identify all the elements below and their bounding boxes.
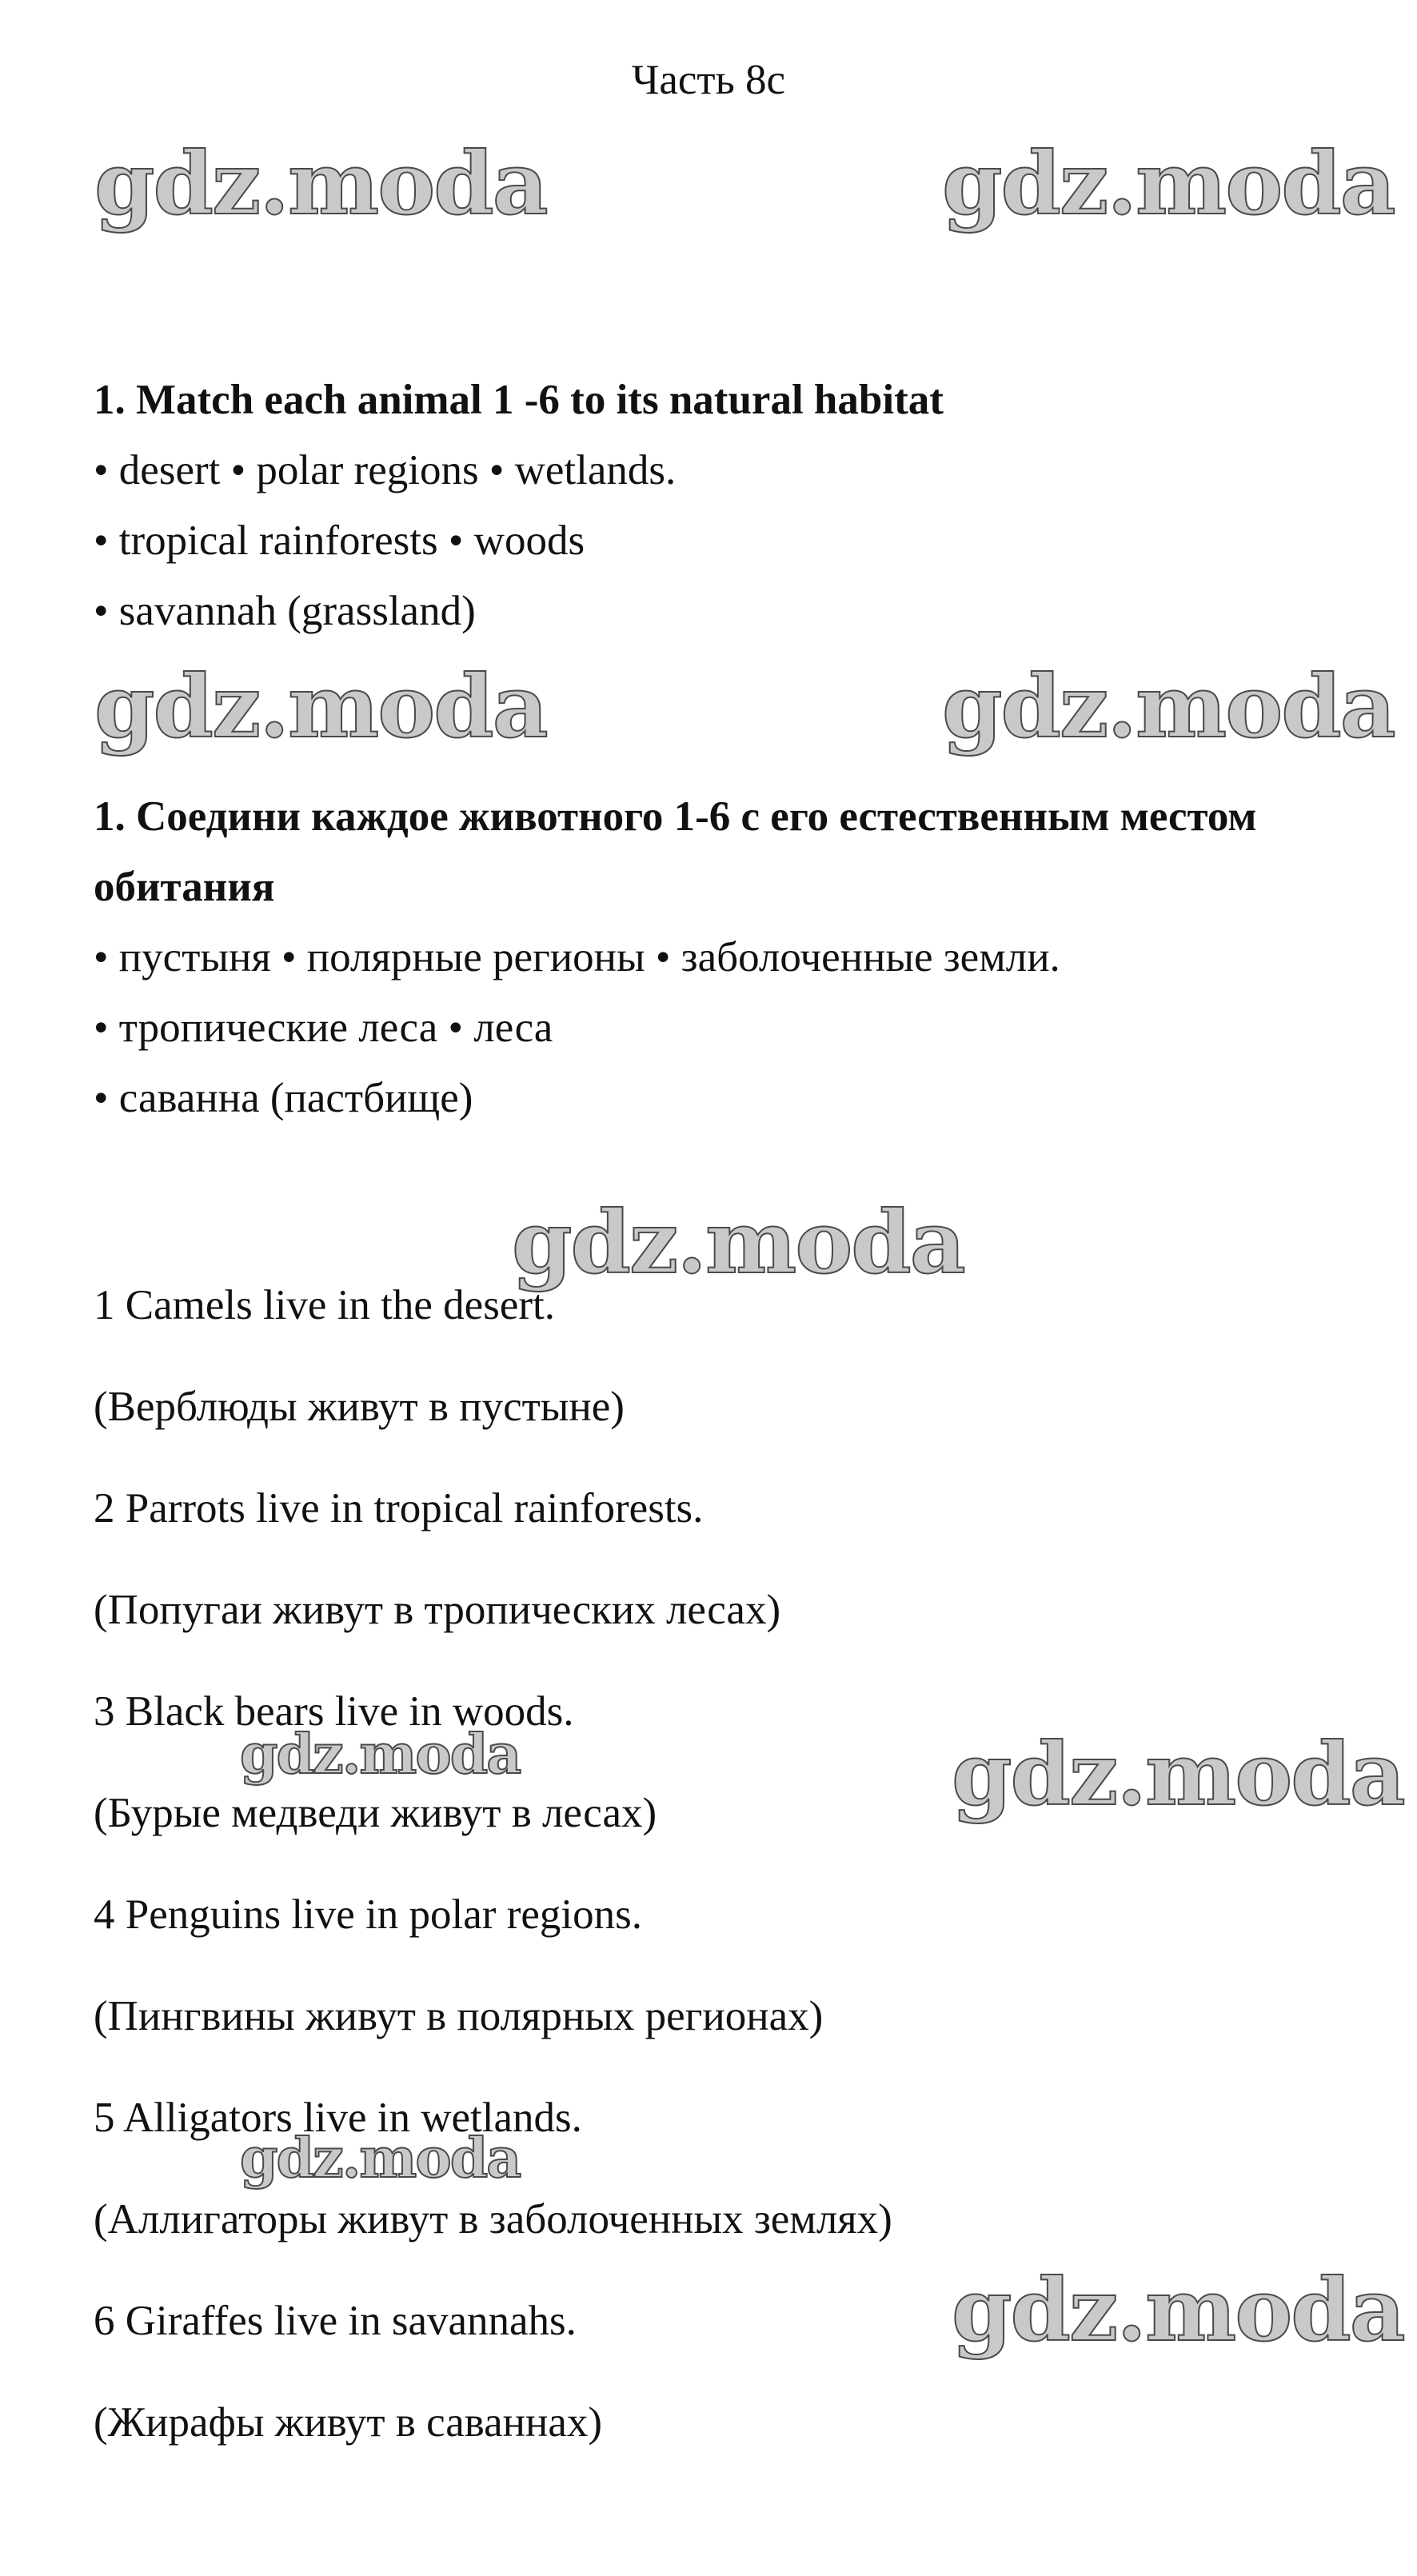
watermark-logo: gdz.moda	[512, 1192, 964, 1293]
answer-ru: (Бурые медведи живут в лесах)	[94, 1790, 657, 1836]
watermark-logo: gdz.moda	[952, 1724, 1404, 1825]
watermark-logo: gdz.moda	[240, 1723, 521, 1787]
answer-ru: (Аллигаторы живут в заболоченных землях)	[94, 2196, 892, 2243]
answer-ru: (Попугаи живут в тропических лесах)	[94, 1587, 781, 1633]
watermark-logo: gdz.moda	[942, 657, 1395, 757]
habitat-list-line-ru: • тропические леса • леса	[94, 1004, 553, 1051]
answer-ru: (Жирафы живут в саваннах)	[94, 2399, 603, 2446]
answer-en: 3 Black bears live in woods.	[94, 1688, 574, 1735]
exercise-title-ru-cont: обитания	[94, 864, 275, 910]
watermark-logo: gdz.moda	[952, 2260, 1404, 2361]
habitat-list-line: • savannah (grassland)	[94, 588, 476, 634]
exercise-title-en: 1. Match each animal 1 -6 to its natural habitat	[94, 377, 944, 423]
habitat-list-line-ru: • пустыня • полярные регионы • заболоченные земли.	[94, 934, 1060, 980]
exercise-title-ru: 1. Соедини каждое животного 1-6 с его естественным местом	[94, 793, 1257, 840]
watermark-logo: gdz.moda	[94, 657, 547, 757]
habitat-list-line-ru: • саванна (пастбище)	[94, 1075, 473, 1121]
watermark-logo: gdz.moda	[942, 134, 1395, 234]
answer-en: 6 Giraffes live in savannahs.	[94, 2298, 577, 2344]
answer-ru: (Пингвины живут в полярных регионах)	[94, 1993, 824, 2039]
habitat-list-line: • tropical rainforests • woods	[94, 517, 585, 564]
watermark-logo: gdz.moda	[94, 134, 547, 234]
page-title: Часть 8с	[631, 57, 786, 103]
answer-en: 4 Penguins live in polar regions.	[94, 1891, 642, 1938]
answer-en: 5 Alligators live in wetlands.	[94, 2095, 582, 2141]
habitat-list-line: • desert • polar regions • wetlands.	[94, 447, 677, 493]
answer-ru: (Верблюды живут в пустыне)	[94, 1384, 625, 1430]
answer-en: 1 Camels live in the desert.	[94, 1282, 555, 1328]
watermark-logo: gdz.moda	[240, 2127, 521, 2191]
answer-en: 2 Parrots live in tropical rainforests.	[94, 1485, 704, 1532]
